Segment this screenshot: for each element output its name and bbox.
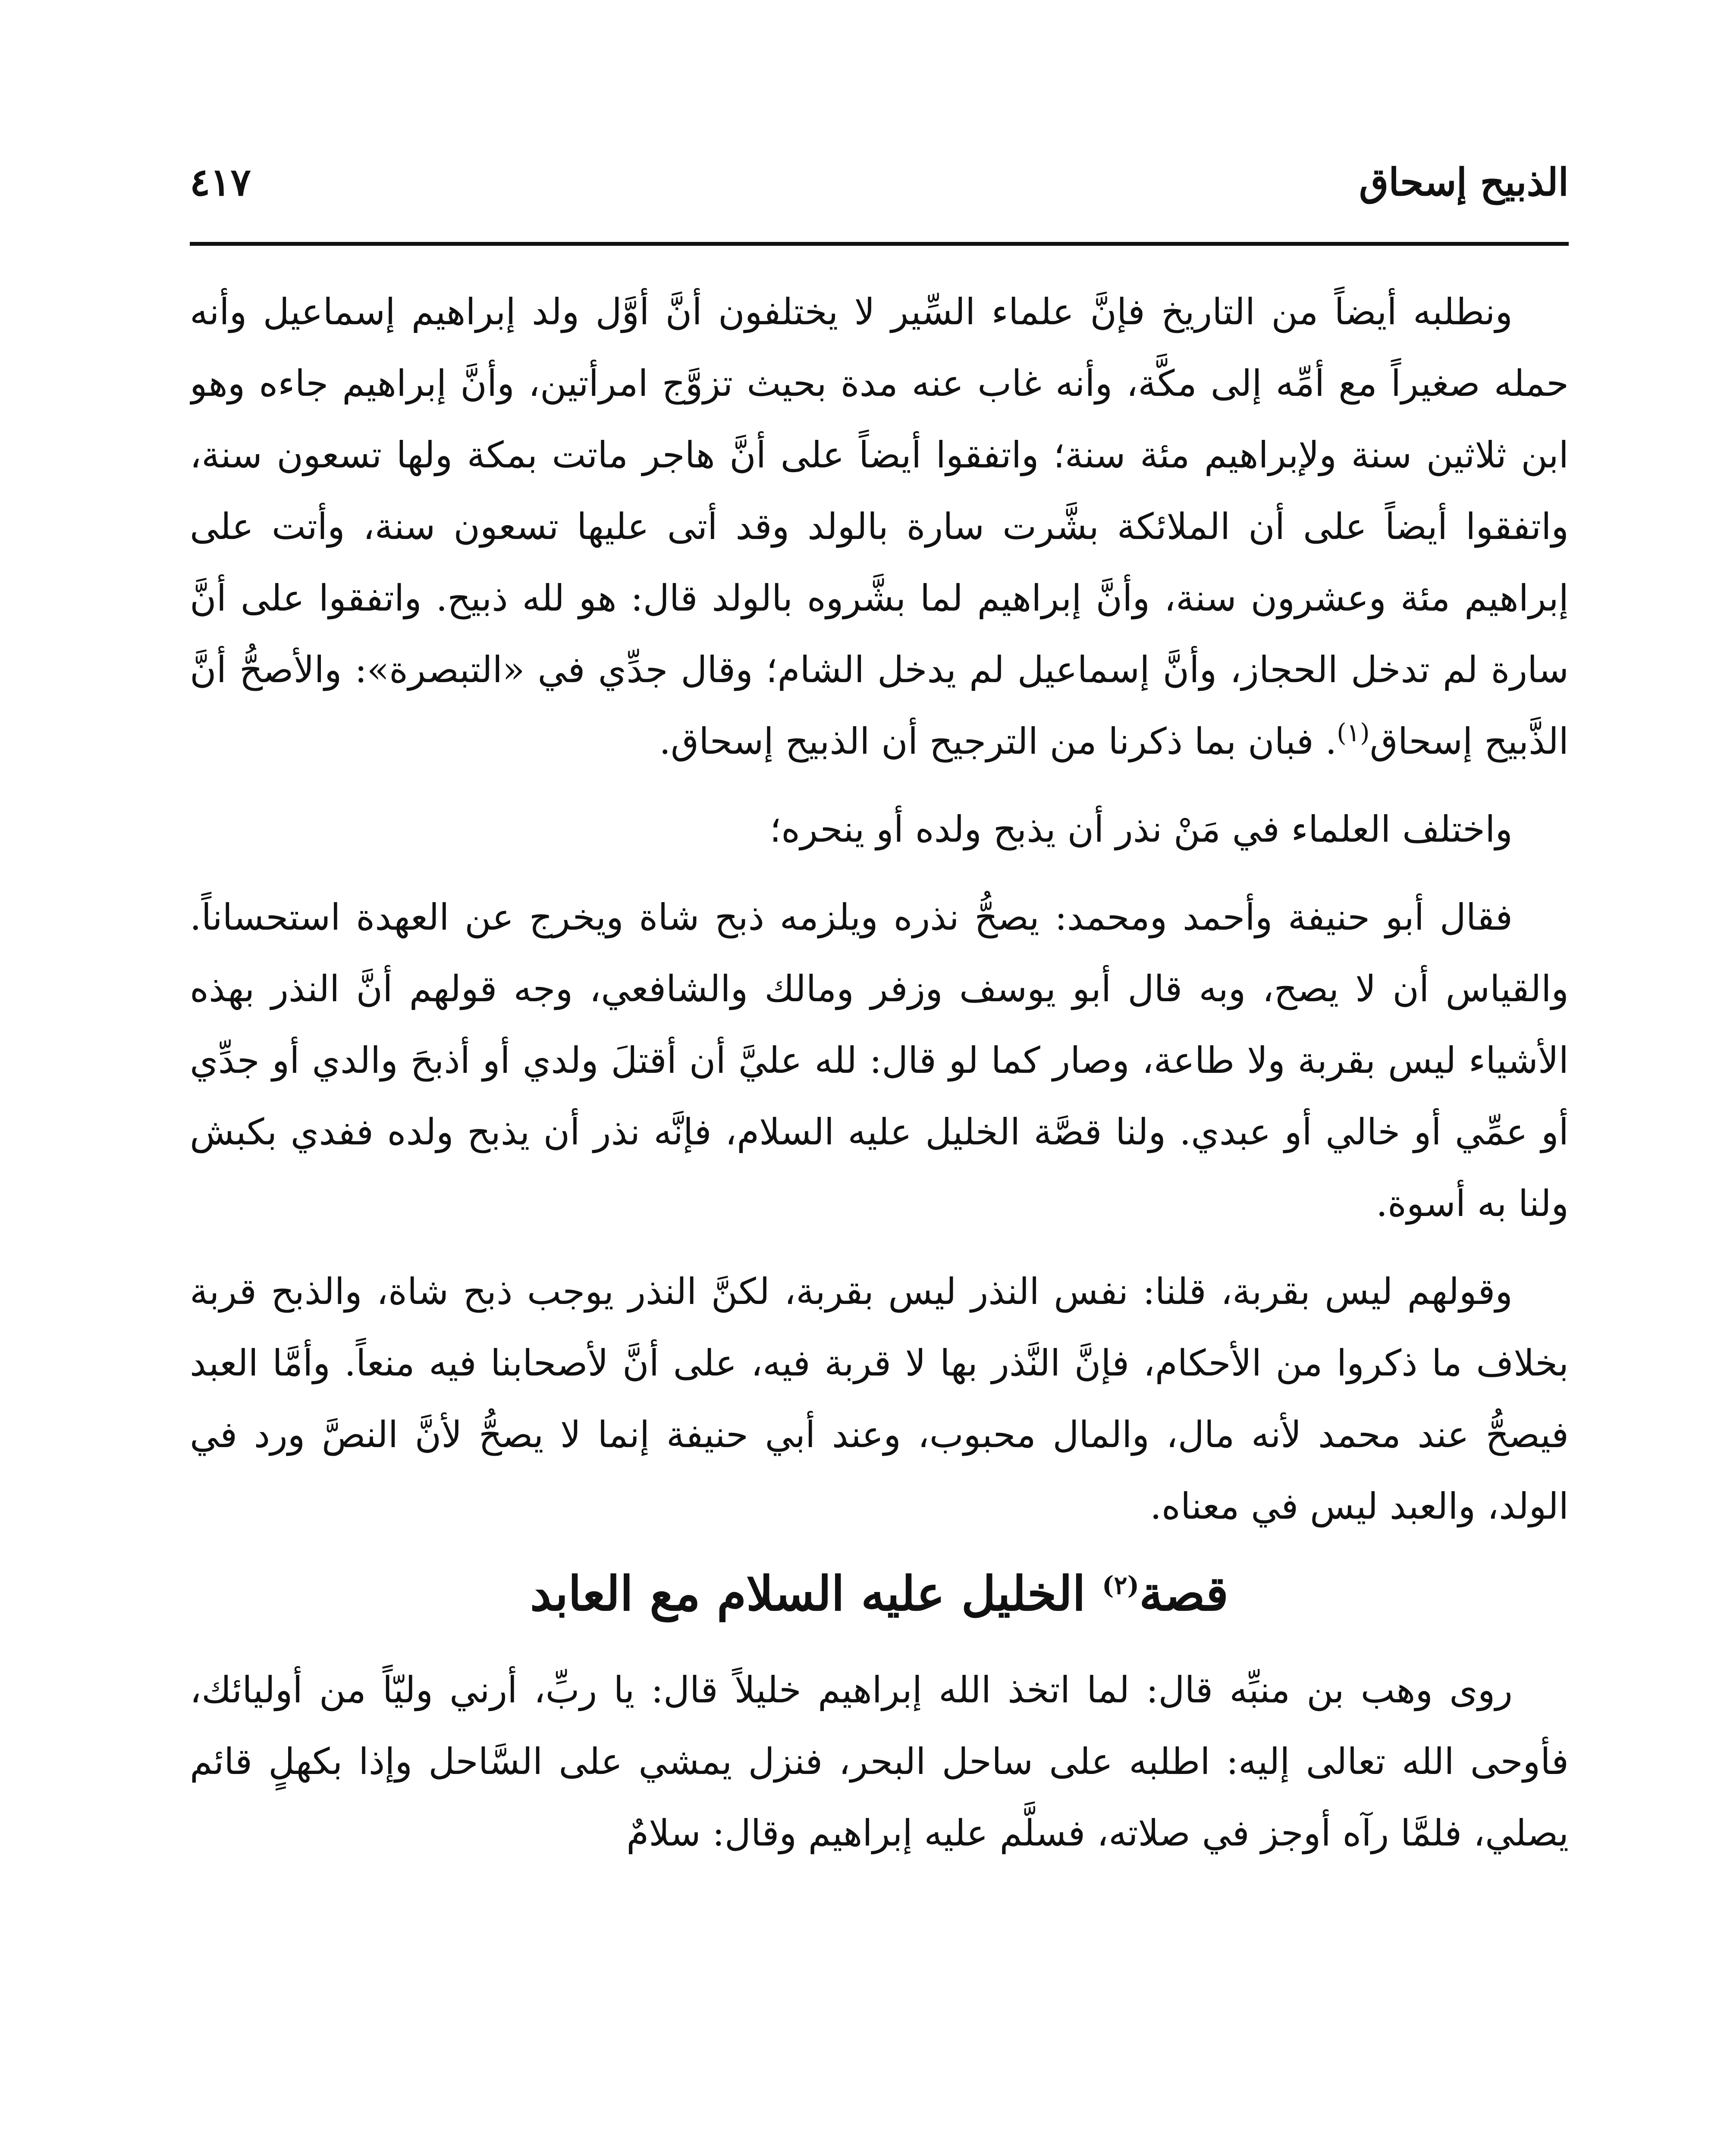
footnote-mark-1: (١) bbox=[1337, 718, 1370, 747]
paragraph-1-text: ونطلبه أيضاً من التاريخ فإنَّ علماء السِّير لا يختلفون أنَّ أوَّل ولد إبراهيم إسماعيل وأنه حمله صغيراً مع أمِّه إلى مكَّة، وأنه غاب عنه مدة بحيث تزوَّج امرأتين، وأنَّ إبراهيم جاءه وهو ابن ثلاثين سنة ولإبراهيم مئة سنة؛ واتفقوا أيضاً على أنَّ هاجر ماتت بمكة ولها تسعون سنة، واتفقوا أيضاً على أن الملائكة بشَّرت سارة بالولد وقد أتى عليها تسعون سنة، وأتت على إبراهيم مئة وعشرون سنة، وأنَّ إبراهيم لما بشَّروه بالولد قال: هو لله ذبيح. واتفقوا على أنَّ سارة لم تدخل الحجاز، وأنَّ إسماعيل لم يدخل الشام؛ وقال جدِّي في «التبصرة»: والأصحُّ أنَّ الذَّبيح إسحاق bbox=[190, 291, 1569, 762]
paragraph-2: واختلف العلماء في مَنْ نذر أن يذبح ولده أو ينحره؛ bbox=[769, 808, 1513, 850]
paragraph-1-tail: . فبان بما ذكرنا من الترجيح أن الذبيح إسحاق. bbox=[659, 720, 1337, 762]
paragraph-3: فقال أبو حنيفة وأحمد ومحمد: يصحُّ نذره ويلزمه ذبح شاة ويخرج عن العهدة استحساناً. والقياس أن لا يصح، وبه قال أبو يوسف وزفر ومالك والشافعي، وجه قولهم أنَّ النذر بهذه الأشياء ليس بقربة ولا طاعة، وصار كما لو قال: لله عليَّ أن أقتلَ ولدي أو أذبحَ والدي أو جدِّي أو عمِّي أو خالي أو عبدي. ولنا قصَّة الخليل عليه السلام، فإنَّه نذر أن يذبح ولده ففدي بكبش ولنا به أسوة. bbox=[190, 896, 1569, 1225]
paragraph-1 bbox=[190, 276, 1569, 777]
section-heading-end: الخليل عليه السلام مع العابد bbox=[530, 1566, 1102, 1621]
main-text bbox=[190, 276, 1569, 2156]
footnote-mark-2: (٢) bbox=[1102, 1570, 1140, 1600]
header-rule bbox=[190, 242, 1569, 246]
page-header bbox=[190, 147, 1569, 246]
paragraph-5: روى وهب بن منبِّه قال: لما اتخذ الله إبراهيم خليلاً قال: يا ربِّ، أرني وليّاً من أوليائك، فأوحى الله تعالى إليه: اطلبه على ساحل البحر، فنزل يمشي على السَّاحل وإذا بكهلٍ قائم يصلي، فلمَّا رآه أوجز في صلاته، فسلَّم عليه إبراهيم وقال: سلامٌ bbox=[190, 1669, 1569, 1854]
section-heading-start: قصة bbox=[1139, 1566, 1229, 1621]
paragraph-4: وقولهم ليس بقربة، قلنا: نفس النذر ليس بقربة، لكنَّ النذر يوجب ذبح شاة، والذبح قربة بخلاف ما ذكروا من الأحكام، فإنَّ النَّذر بها لا قربة فيه، على أنَّ لأصحابنا فيه منعاً. وأمَّا العبد فيصحُّ عند محمد لأنه مال، والمال محبوب، وعند أبي حنيفة إنما لا يصحُّ لأنَّ النصَّ ورد في الولد، والعبد ليس في معناه. bbox=[190, 1270, 1569, 1527]
running-title: الذبيح إسحاق bbox=[1359, 160, 1569, 204]
page-number: ٤١٧ bbox=[190, 160, 251, 204]
section-heading bbox=[190, 1559, 1569, 1628]
